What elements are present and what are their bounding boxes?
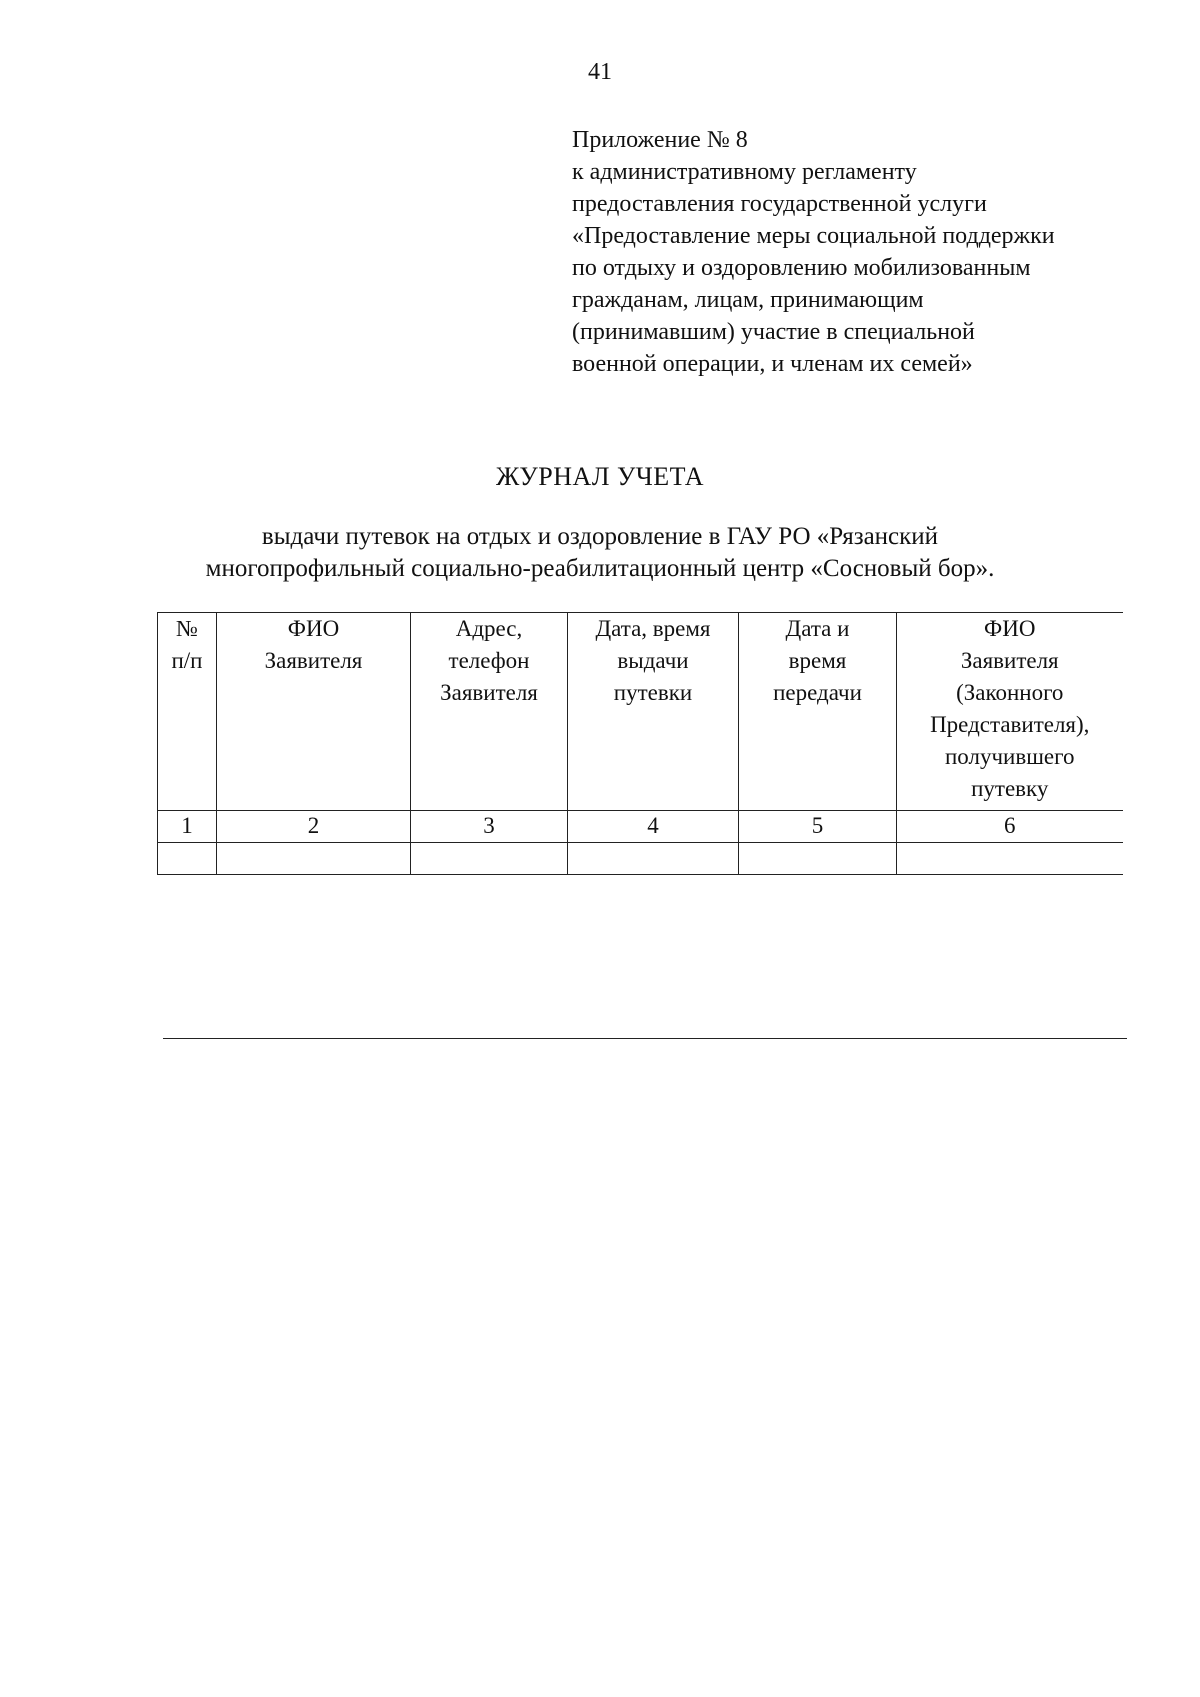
header-cell-recipient-name [897, 613, 1123, 811]
appendix-line: «Предоставление меры социальной поддержки [572, 223, 1055, 249]
journal-subtitle [0, 521, 1200, 585]
header-cell-address [411, 613, 568, 811]
header-text: время [788, 648, 847, 673]
appendix-line: военной операции, и членам их семей» [572, 351, 973, 377]
column-number: 5 [739, 811, 897, 843]
appendix-line: к административному регламенту [572, 159, 917, 185]
appendix-line: (принимавшим) участие в специальной [572, 319, 975, 345]
header-text: путевки [613, 680, 693, 705]
table-cell-empty [411, 843, 568, 875]
table-cell-empty [217, 843, 411, 875]
table-number-row [158, 811, 1123, 843]
journal-title: ЖУРНАЛ УЧЕТА [495, 462, 705, 491]
table-cell-empty [897, 843, 1123, 875]
header-text: Адрес, [455, 616, 523, 641]
header-cell-number [158, 613, 217, 811]
journal-table [157, 612, 1123, 875]
bottom-divider [163, 1038, 1127, 1039]
header-text: Заявителя [960, 648, 1059, 673]
header-text: № [176, 616, 198, 641]
header-text: Заявителя [440, 680, 538, 705]
subtitle-line: многопрофильный социально-реабилитационный центр «Сосновый бор». [205, 555, 995, 582]
subtitle-line: выдачи путевок на отдых и оздоровление в ГАУ РО «Рязанский [261, 523, 939, 550]
header-text: выдачи [617, 648, 689, 673]
appendix-line: предоставления государственной услуги [572, 191, 987, 217]
header-text: ФИО [287, 616, 340, 641]
header-text: (Законного [956, 680, 1064, 705]
table-cell-empty [568, 843, 739, 875]
column-number: 1 [158, 811, 217, 843]
appendix-block [572, 124, 1132, 380]
appendix-line: Приложение № 8 [572, 127, 748, 153]
table-cell-empty [739, 843, 897, 875]
header-cell-issue-date [568, 613, 739, 811]
header-text: Дата и [785, 616, 850, 641]
header-text: п/п [171, 648, 203, 673]
header-text: передачи [773, 680, 862, 705]
header-text: получившего [945, 744, 1075, 769]
column-number: 2 [217, 811, 411, 843]
header-cell-applicant-name [217, 613, 411, 811]
header-text: Представителя), [930, 712, 1090, 737]
column-number: 3 [411, 811, 568, 843]
column-number: 6 [897, 811, 1123, 843]
appendix-line: по отдыху и оздоровлению мобилизованным [572, 255, 1031, 281]
header-text: Дата, время [595, 616, 711, 641]
header-text: ФИО [984, 616, 1036, 641]
header-text: путевку [971, 776, 1049, 801]
table-cell-empty [158, 843, 217, 875]
page-number: 41 [588, 59, 612, 85]
column-number: 4 [568, 811, 739, 843]
table-header-row [158, 613, 1123, 811]
header-text: Заявителя [264, 648, 363, 673]
header-cell-transfer-date [739, 613, 897, 811]
header-text: телефон [448, 648, 530, 673]
appendix-line: гражданам, лицам, принимающим [572, 287, 924, 313]
table-row [158, 843, 1123, 875]
